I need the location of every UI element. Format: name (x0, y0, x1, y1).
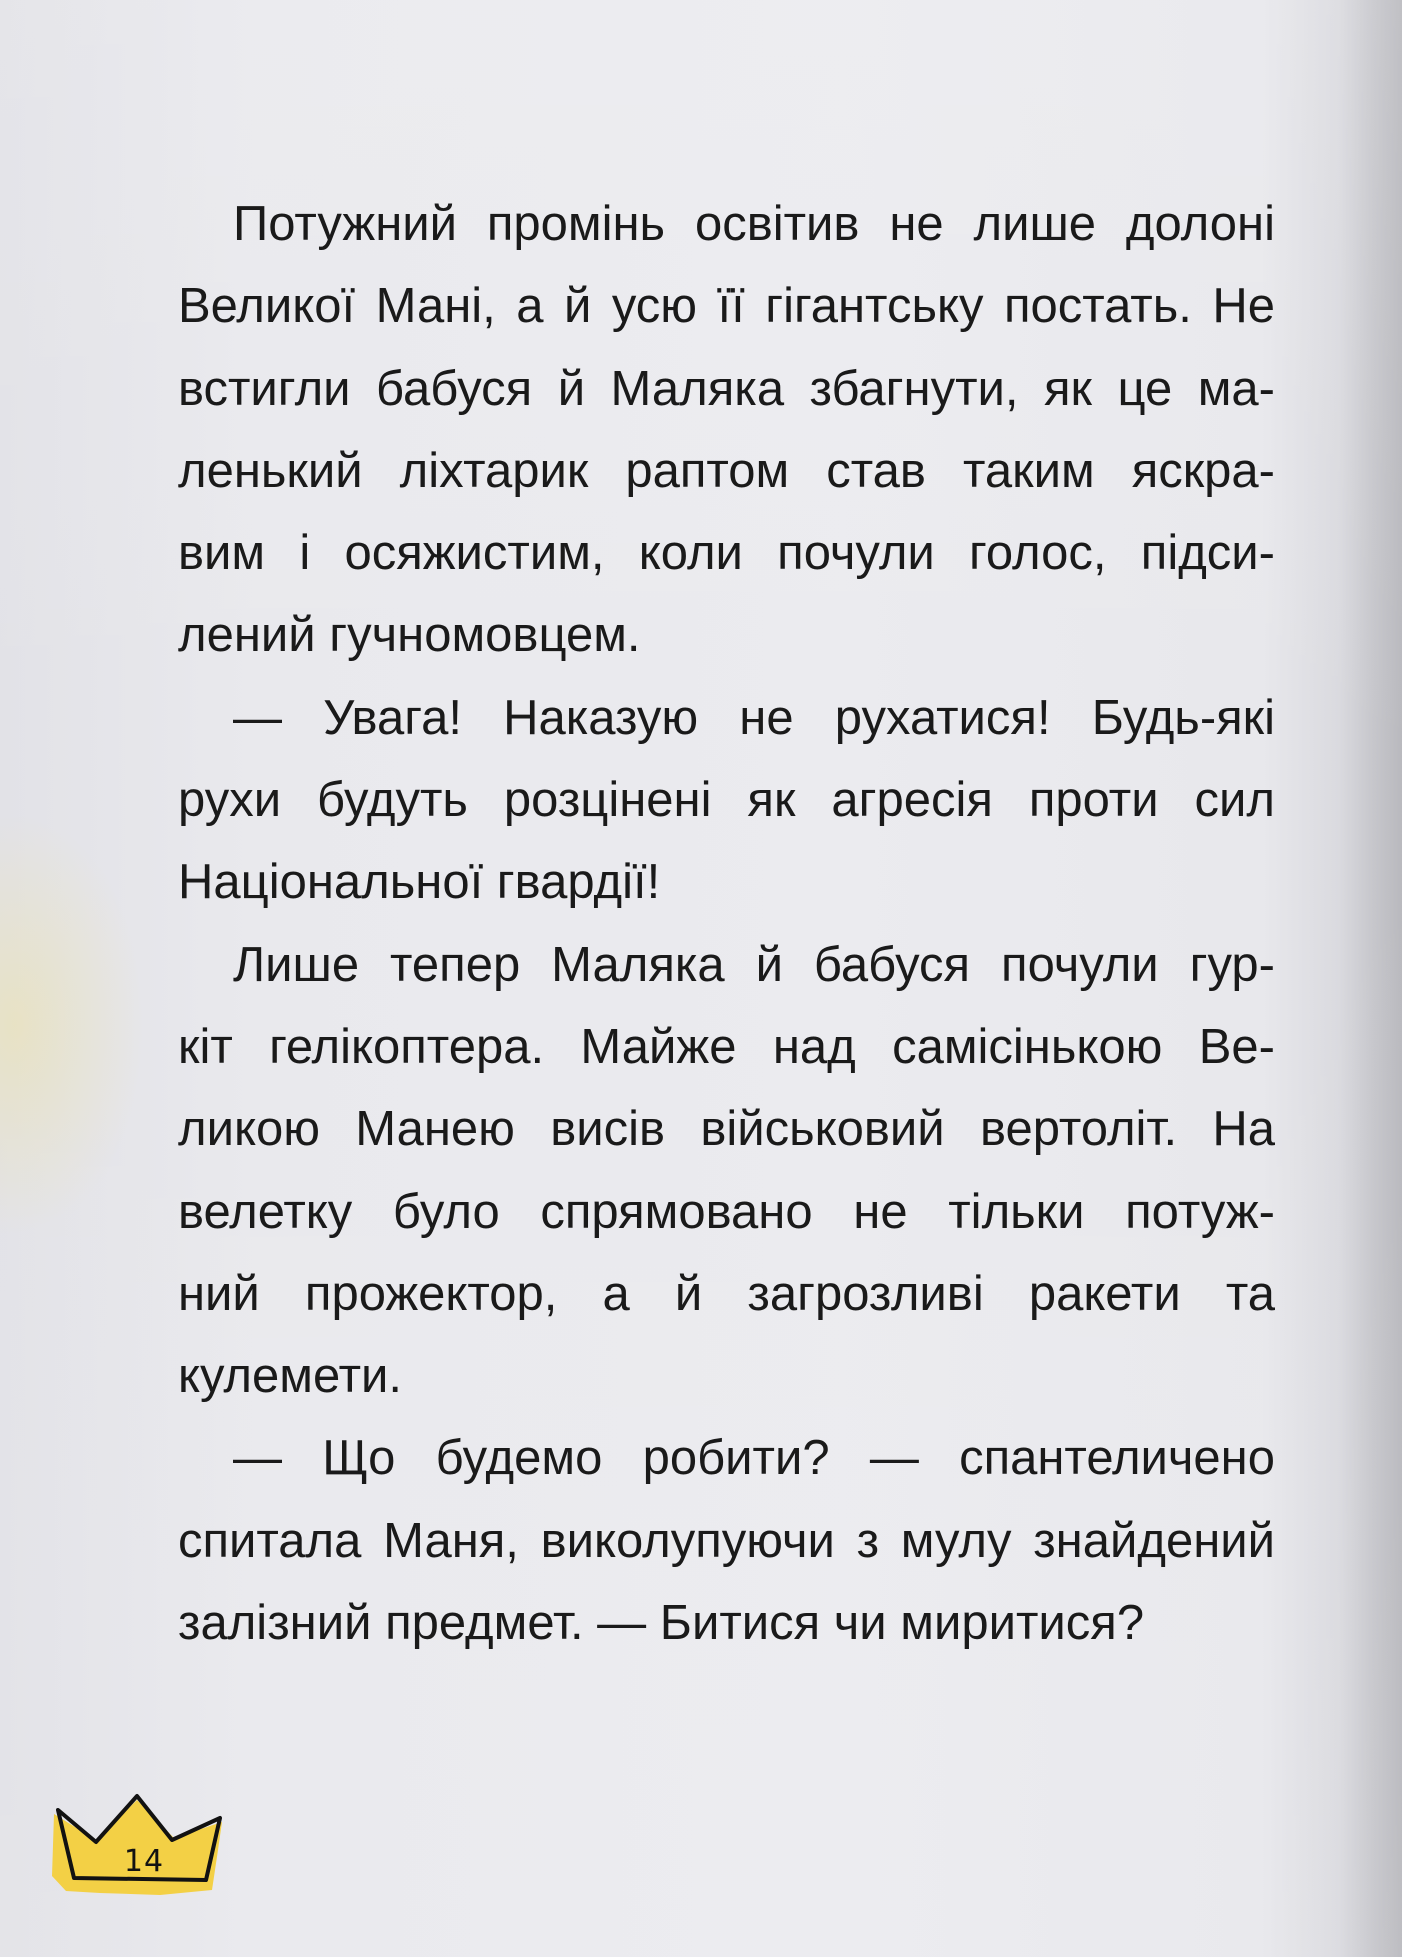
page-number: 14 (123, 1844, 165, 1879)
paragraph (178, 1417, 1275, 1664)
text-line: ленький ліхтарик раптом став таким яскра- (178, 443, 1275, 498)
text-line: спитала Маня, виколупуючи з мулу знайдений (178, 1513, 1275, 1568)
text-line: ликою Манею висів військовий вертоліт. На (178, 1102, 1275, 1157)
body-text (178, 183, 1275, 1664)
text-line: — Що будемо робити? — спантеличено (233, 1431, 1275, 1486)
text-line: встигли бабуся й Маляка збагнути, як це ма- (178, 361, 1275, 416)
text-line: лений гучномовцем. (178, 608, 641, 663)
text-line: ний прожектор, а й загрозливі ракети та (178, 1266, 1275, 1321)
paragraph (178, 924, 1275, 1418)
text-line: Потужний промінь освітив не лише долоні (233, 197, 1275, 251)
crown-icon (40, 1780, 240, 1900)
text-line: залізний предмет. — Битися чи миритися? (178, 1596, 1145, 1651)
text-line: Великої Мані, а й усю її гігантську постать. Не (178, 279, 1275, 334)
text-line: Лише тепер Маляка й бабуся почули гур- (233, 937, 1275, 992)
text-line: велетку було спрямовано не тільки потуж- (178, 1184, 1275, 1239)
text-line: вим і осяжистим, коли почули голос, підси- (178, 526, 1275, 581)
text-line: рухи будуть розцінені як агресія проти сил (178, 773, 1275, 828)
paragraph (178, 677, 1275, 924)
text-line: кулемети. (178, 1349, 402, 1404)
text-line: Національної гвардії! (178, 855, 661, 910)
text-line: — Увага! Наказую не рухатися! Будь-які (233, 690, 1275, 745)
text-line: кіт гелікоптера. Майже над самісінькою Ве- (178, 1019, 1275, 1074)
paragraph (178, 183, 1275, 677)
